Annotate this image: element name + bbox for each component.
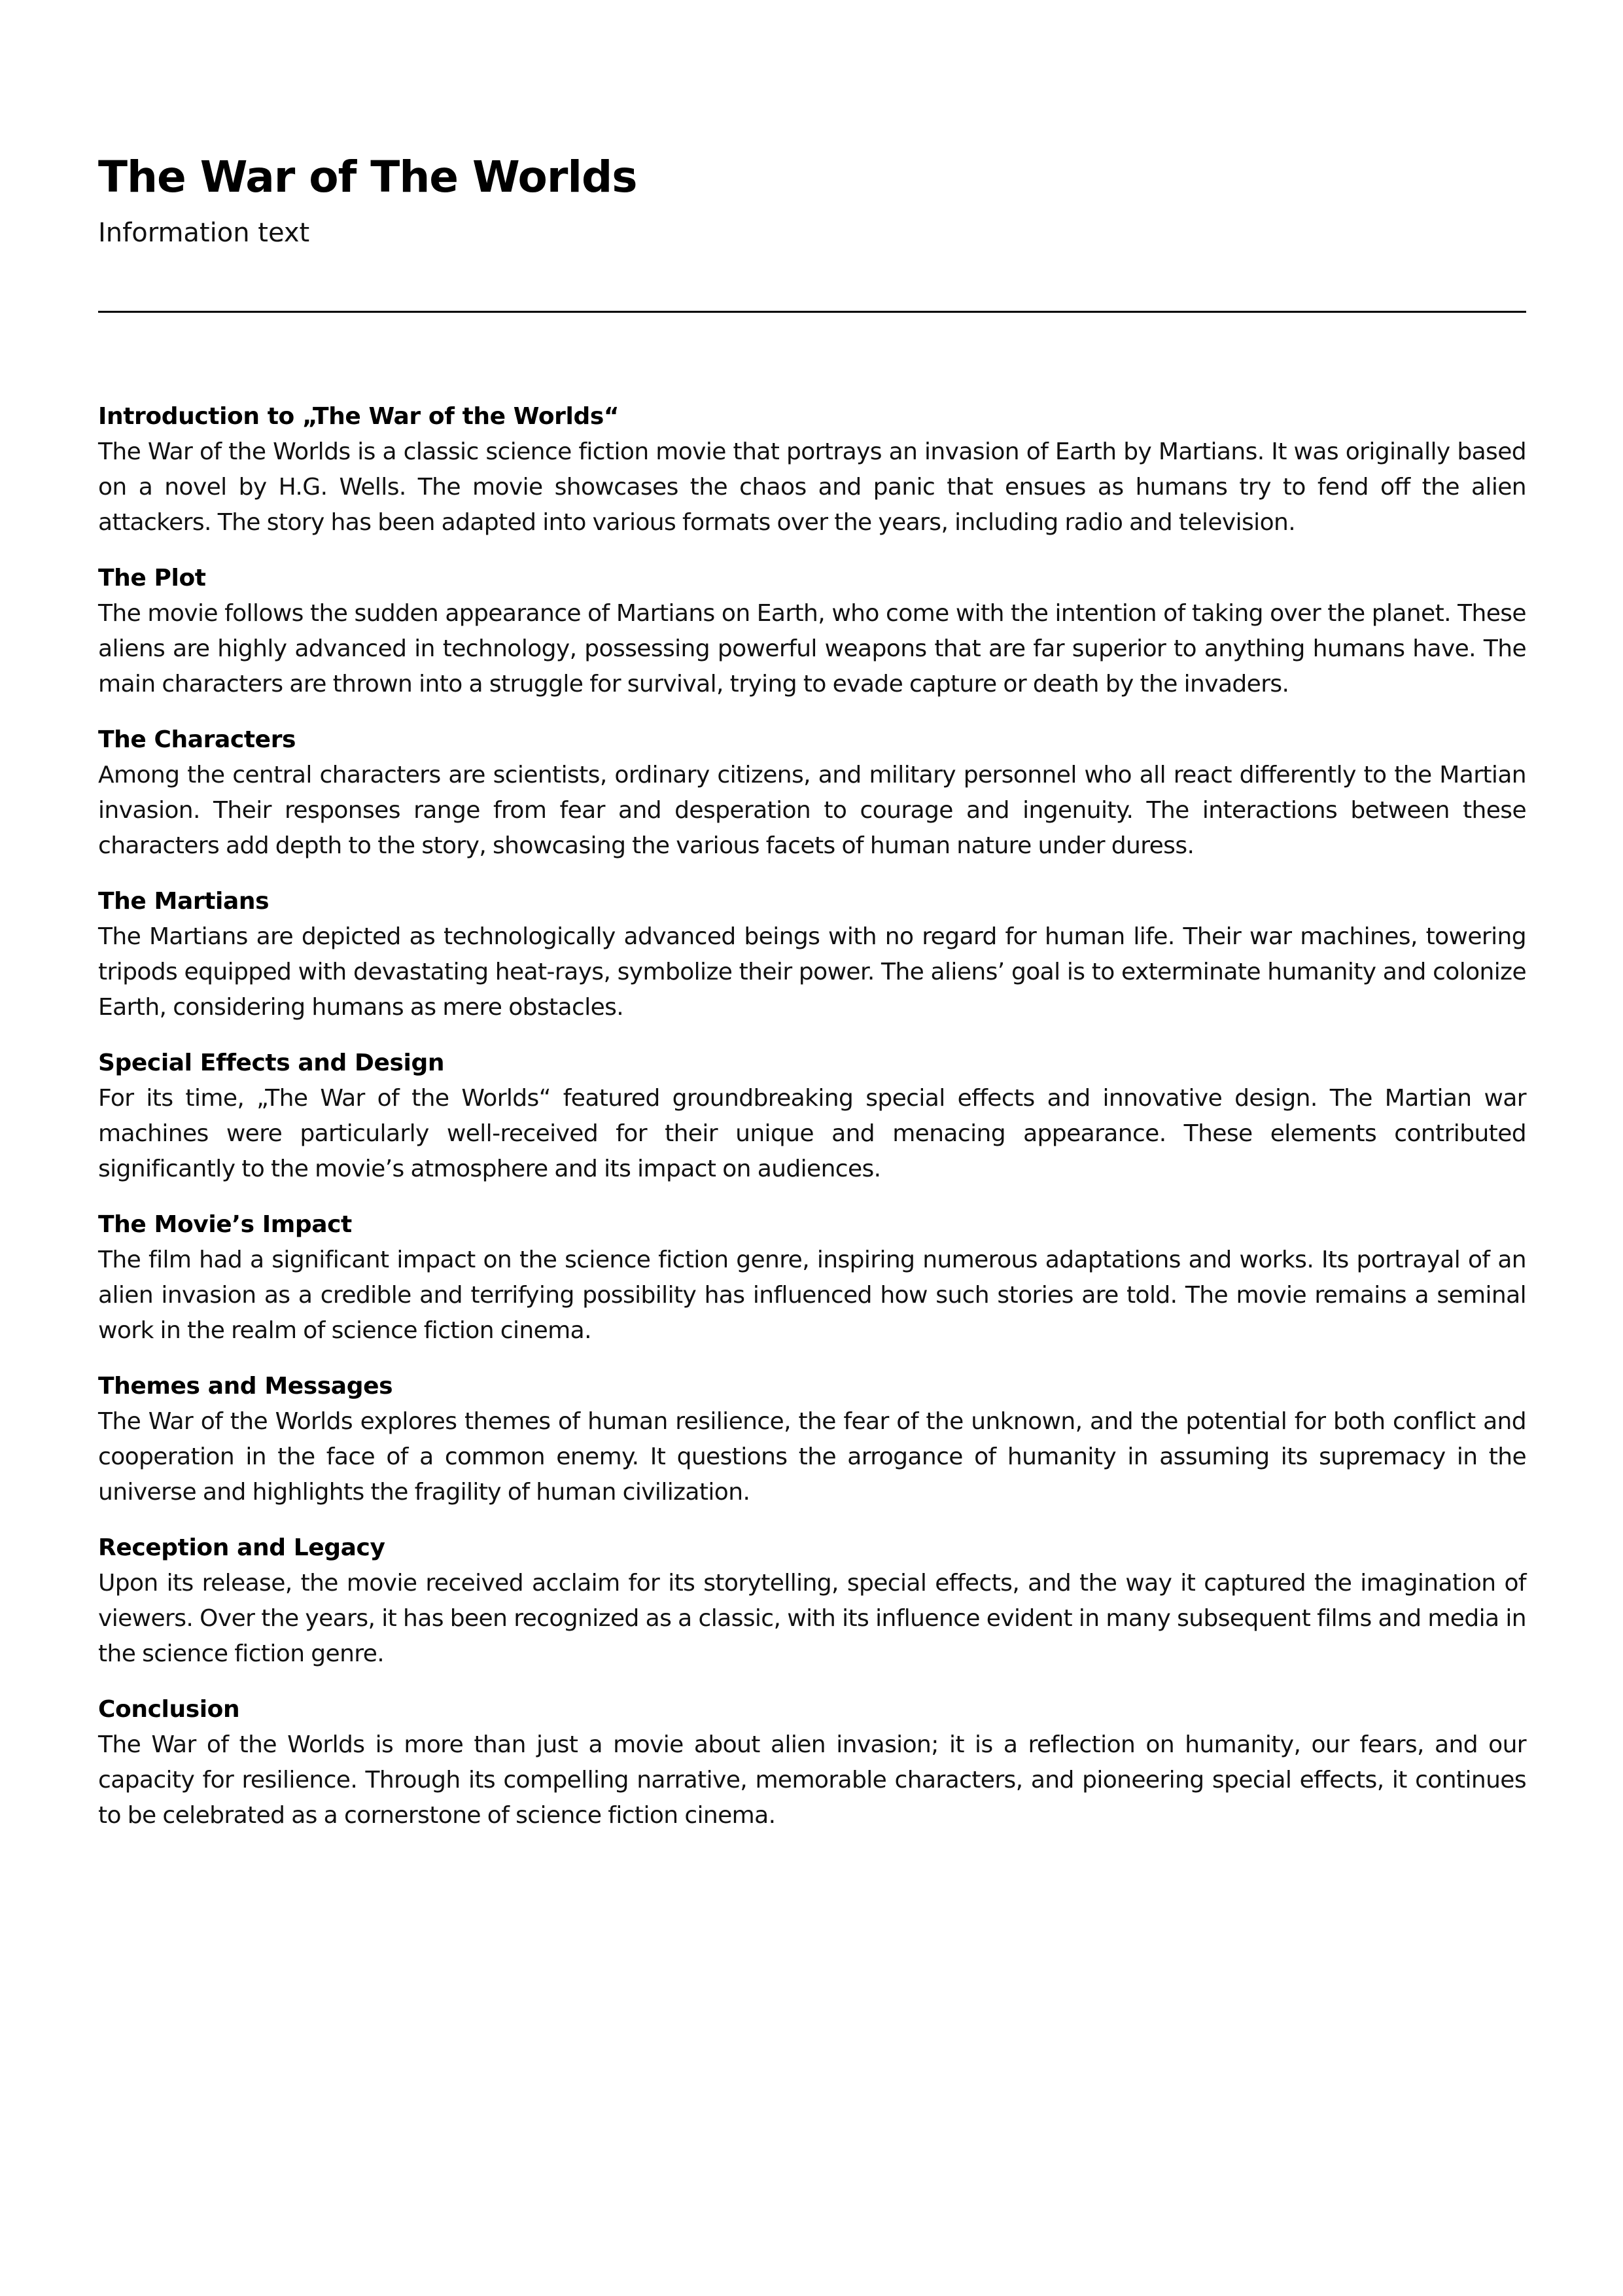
section-heading: Introduction to „The War of the Worlds“ (98, 403, 620, 430)
section-plot (98, 561, 1526, 702)
section-reception (98, 1530, 1526, 1672)
document-subtitle: Information text (98, 218, 310, 248)
section-body: The War of the Worlds is more than just a movie about alien invasion; it is a reflection on humanity, our fears, and our capacity for resilience. Through its compelling narrative, memorable characters, and pioneering special effects, it continues to be celebrated as a cornerstone of science fiction cinema. (98, 1731, 1526, 1829)
section-martians (98, 884, 1526, 1025)
section-heading: Themes and Messages (98, 1373, 393, 1400)
section-introduction (98, 399, 1526, 540)
section-heading: Special Effects and Design (98, 1050, 445, 1076)
section-body: For its time, „The War of the Worlds“ featured groundbreaking special effects and innovative design. The Martian war machines were particularly well-received for their unique and menacing appearance. These elements contributed significantly to the movie’s atmosphere and its impact on audiences. (98, 1085, 1526, 1182)
title-divider (98, 311, 1526, 313)
section-heading: Reception and Legacy (98, 1534, 385, 1561)
section-body: The War of the Worlds is a classic science fiction movie that portrays an invasion of Earth by Martians. It was originally based on a novel by H.G. Wells. The movie showcases the chaos and panic that ensues as humans try to fend off the alien attackers. The story has been adapted into various formats over the years, including radio and television. (98, 438, 1526, 536)
section-body: Among the central characters are scientists, ordinary citizens, and military personnel who all react differently to the Martian invasion. Their responses range from fear and desperation to courage and ingenuity. The interactions between these characters add depth to the story, showcasing the various facets of human nature under duress. (98, 762, 1526, 859)
section-heading: The Martians (98, 888, 270, 915)
section-heading: The Movie’s Impact (98, 1211, 352, 1238)
section-body: The film had a significant impact on the science fiction genre, inspiring numerous adaptations and works. Its portrayal of an alien invasion as a credible and terrifying possibility has influenced how such stories are told. The movie remains a seminal work in the realm of science fiction cinema. (98, 1246, 1526, 1344)
section-body: The movie follows the sudden appearance of Martians on Earth, who come with the intention of taking over the planet. These aliens are highly advanced in technology, possessing powerful weapons that are far superior to anything humans have. The main characters are thrown into a struggle for survival, trying to evade capture or death by the invaders. (98, 600, 1526, 698)
section-heading: The Plot (98, 565, 206, 592)
section-conclusion (98, 1692, 1526, 1833)
document-content (98, 399, 1526, 1854)
section-themes (98, 1369, 1526, 1510)
section-body: The War of the Worlds explores themes of human resilience, the fear of the unknown, and the potential for both conflict and cooperation in the face of a common enemy. It questions the arrogance of humanity in assuming its supremacy in the universe and highlights the fragility of human civilization. (98, 1408, 1526, 1506)
section-special-effects (98, 1046, 1526, 1187)
section-body: Upon its release, the movie received acclaim for its storytelling, special effects, and the way it captured the imagination of viewers. Over the years, it has been recognized as a classic, with its influence evident in many subsequent films and media in the science fiction genre. (98, 1570, 1526, 1667)
section-impact (98, 1207, 1526, 1349)
section-body: The Martians are depicted as technologically advanced beings with no regard for human life. Their war machines, towering tripods equipped with devastating heat-rays, symbolize their power. The aliens’ goal is to exterminate humanity and colonize Earth, considering humans as mere obstacles. (98, 923, 1526, 1021)
section-characters (98, 722, 1526, 864)
document-title: The War of The Worlds (98, 152, 637, 202)
section-heading: Conclusion (98, 1696, 240, 1723)
section-heading: The Characters (98, 726, 296, 753)
